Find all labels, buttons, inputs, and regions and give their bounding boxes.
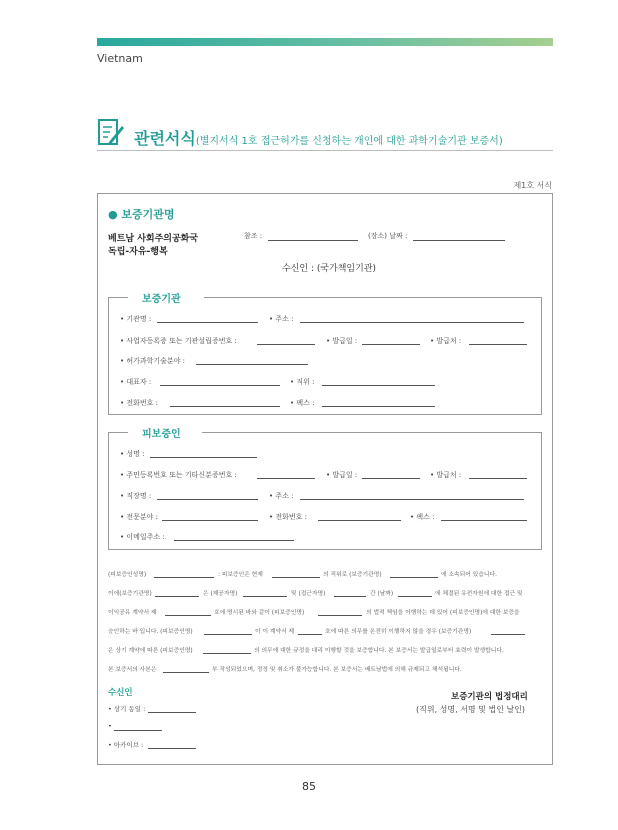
para-2c: 및 (접근자명) [291, 591, 326, 597]
para-4c: 호에 따른 의무를 온전히 이행하지 않을 경우 (보증기관명) [325, 629, 472, 635]
guaranteed-issuer-field[interactable] [469, 478, 527, 479]
specialty-field[interactable] [162, 520, 258, 521]
para-4b: 이 이 계약서 제 [255, 629, 295, 635]
para-blank-3[interactable] [390, 577, 438, 578]
para-3b: 호에 명시된 바와 같이 (피보증인명) [214, 610, 305, 616]
form-number: 제1호 서식 [513, 181, 552, 190]
para-blank-13[interactable] [203, 653, 251, 654]
state-line-1: 베트남 사회주의공화국 [108, 234, 199, 244]
archive-field[interactable] [148, 748, 196, 749]
reference-label: 참조 : [244, 232, 263, 240]
para-blank-8[interactable] [165, 615, 211, 616]
specialty-label: • 전문분야 : [120, 513, 158, 521]
para-2b: 은 (제공자명) [203, 591, 238, 597]
para-1d: 에 소속되어 있습니다. [441, 572, 497, 578]
guaranteed-issue-date-field[interactable] [362, 478, 420, 479]
para-blank-5[interactable] [243, 596, 287, 597]
guarantor-address-field[interactable] [300, 322, 524, 323]
para-2e: 에 체결된 유전자원에 대한 접근 및 [435, 591, 523, 597]
para-blank-10[interactable] [204, 634, 252, 635]
para-blank-6[interactable] [334, 596, 366, 597]
guarantor-fax-field[interactable] [322, 406, 435, 407]
position-label: • 직위 : [290, 378, 315, 386]
agree-field[interactable] [148, 712, 196, 713]
heading-rule [97, 150, 553, 151]
workplace-label: • 직장명 : [120, 492, 152, 500]
para-blank-14[interactable] [163, 672, 209, 673]
para-4a: 승인하는 바 입니다. (피보증인명) [108, 629, 193, 635]
legal-rep-sub: (직위, 성명, 서명 및 법인 날인) [416, 705, 526, 714]
guarantor-issue-date-label: • 발급일 : [326, 337, 358, 345]
business-reg-label: • 사업자등록증 또는 기관설립증번호 : [120, 337, 237, 345]
blank-field[interactable] [114, 730, 162, 731]
country-label: Vietnam [97, 52, 143, 65]
place-date-field[interactable] [413, 240, 505, 241]
heading-sub: (별지서식 1호 접근허가를 신청하는 개인에 대한 과학기술기관 보증서) [195, 136, 503, 147]
representative-label: • 대표자 : [120, 378, 152, 386]
para-1c: 의 직위로 (보증기관명) [323, 572, 382, 578]
guaranteed-phone-field[interactable] [318, 520, 401, 521]
name-field[interactable] [150, 457, 257, 458]
archive-label: • 아카이브 : [108, 741, 144, 749]
para-blank-11[interactable] [298, 634, 322, 635]
para-3a: 이익공유 계약서 제 [108, 610, 157, 616]
reference-field[interactable] [268, 240, 358, 241]
para-blank-1[interactable] [154, 577, 214, 578]
para-blank-4[interactable] [155, 596, 199, 597]
recipient-line: 수신인 : (국가책임기관) [282, 264, 377, 274]
permitted-field-label: • 허가과학기술분야 : [120, 357, 186, 365]
guaranteed-phone-label: • 전화번호 : [269, 513, 307, 521]
para-blank-12[interactable] [491, 634, 525, 635]
position-field[interactable] [322, 385, 435, 386]
para-6a: 본 보증서의 사본은 [108, 667, 157, 673]
id-number-field[interactable] [257, 478, 315, 479]
institution-name-label: • 기관명 : [120, 315, 152, 323]
guaranteed-fax-label: • 팩스 : [410, 513, 435, 521]
document-pencil-icon [97, 118, 125, 148]
para-blank-9[interactable] [318, 615, 362, 616]
guarantor-issuer-label: • 발급처 : [430, 337, 462, 345]
guaranteed-fax-field[interactable] [441, 520, 527, 521]
para-2d: 간 (날짜) [370, 591, 394, 597]
email-field[interactable] [174, 540, 294, 541]
guaranteed-issuer-label: • 발급처 : [430, 471, 462, 479]
representative-field[interactable] [160, 385, 280, 386]
institution-name-field[interactable] [157, 322, 258, 323]
id-number-label: • 주민등록번호 또는 기타신분증번호 : [120, 471, 237, 479]
name-label: • 성명 : [120, 450, 145, 458]
para-6b: 부 작성되었으며, 정정 및 취소가 불가능합니다. 본 보증서는 베트남법에 의해 규제되고 해석됩니다. [212, 667, 462, 673]
section-title: ● 보증기관명 [108, 208, 175, 221]
para-blank-2[interactable] [272, 577, 320, 578]
guarantor-issue-date-field[interactable] [362, 344, 420, 345]
para-1a: (피보증인성명) [108, 572, 147, 578]
para-1b: : 피보증인은 현재 [218, 572, 263, 578]
para-5a: 은 상기 계약에 따른 (피보증인명) [108, 648, 193, 654]
footer-recipient-title: 수신인 [108, 688, 133, 698]
guarantor-issuer-field[interactable] [469, 344, 527, 345]
heading-main: 관련서식 [134, 129, 196, 148]
guarantor-phone-field[interactable] [170, 406, 280, 407]
email-label: • 이메일주소 : [120, 533, 165, 541]
workplace-field[interactable] [157, 499, 258, 500]
guarantor-address-label: • 주소 : [269, 315, 294, 323]
guaranteed-issue-date-label: • 발급일 : [326, 471, 358, 479]
guarantor-title: 보증기관 [142, 294, 181, 305]
guarantor-fax-label: • 팩스 : [290, 399, 315, 407]
para-3c: 의 법적 책임을 이행하는 데 있어 (피보증인명)에 대한 보증을 [366, 610, 520, 616]
page-heading [134, 126, 503, 149]
business-reg-field[interactable] [257, 344, 315, 345]
guaranteed-title: 피보증인 [142, 429, 181, 440]
page-number: 85 [302, 780, 316, 793]
legal-rep-title: 보증기관의 법정대리 [451, 692, 528, 702]
blank-label: • [108, 722, 112, 730]
permitted-field-field[interactable] [196, 364, 308, 365]
agree-label: • 상기 동일 : [108, 705, 146, 713]
place-date-label: (장소) 날짜 : [368, 232, 408, 240]
guaranteed-box [108, 432, 542, 550]
state-line-2: 독립-자유-행복 [108, 247, 168, 257]
guaranteed-address-label: • 주소 : [269, 492, 294, 500]
guarantor-phone-label: • 전화번호 : [120, 399, 158, 407]
header-color-bar [97, 38, 553, 46]
para-5b: 의 의무에 대한 규정을 대리 이행할 것을 보증합니다. 본 보증서는 발급일로부터 효력이 발생합니다. [254, 648, 504, 654]
para-blank-7[interactable] [398, 596, 432, 597]
guaranteed-address-field[interactable] [300, 499, 524, 500]
para-2a: 이에(보증기관명) [108, 591, 152, 597]
